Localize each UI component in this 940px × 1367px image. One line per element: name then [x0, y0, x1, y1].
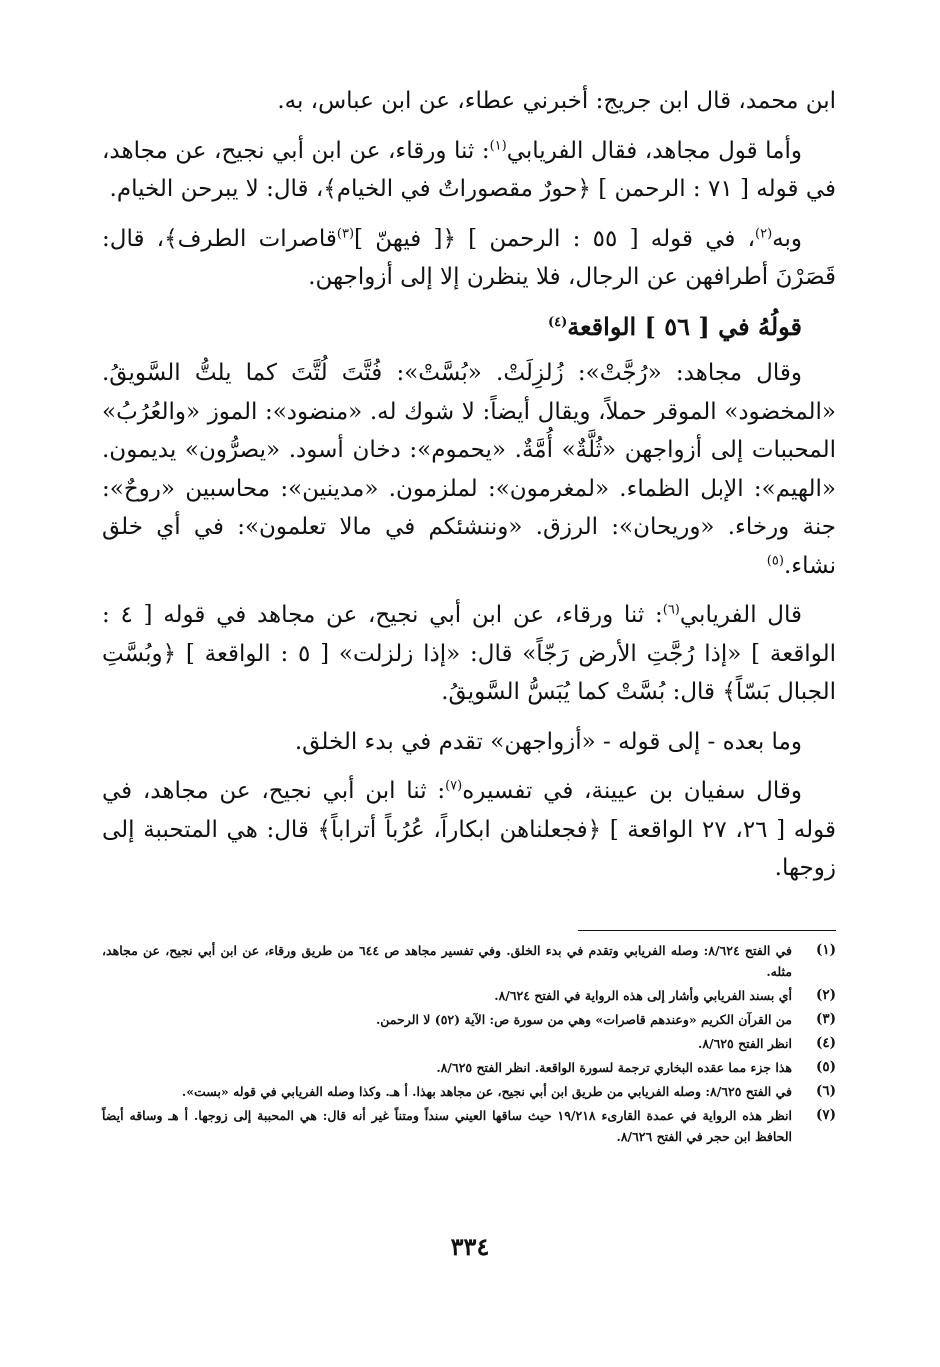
footnote-number: (٦): [815, 1083, 836, 1099]
footnote-marker[interactable]: (٦): [662, 602, 680, 618]
paragraph: [102, 596, 836, 712]
paragraph-text: وقال سفيان بن عيينة، في تفسيره: [462, 778, 802, 804]
footnote-divider: [578, 930, 836, 931]
footnote: [102, 1033, 836, 1054]
section-heading: [102, 308, 836, 347]
heading-text: قولُهُ في [ ٥٦ ] الواقعة: [567, 311, 802, 341]
footnote-marker[interactable]: (٥): [766, 552, 784, 568]
footnote-text: في الفتح ٨/٦٢٥: وصله الفريابي من طريق ابن أبي نجيح، عن مجاهد بهذا. أ هـ. وكذا وصله الفريابي في قوله «بست».: [181, 1084, 792, 1099]
paragraph-text: وبه: [772, 225, 802, 252]
footnote-marker[interactable]: (٤): [547, 314, 568, 330]
paragraph-text: وقال مجاهد: «رُجَّتْ»: زُلزِلَتْ. «بُسَّتْ»: فُتَّتَ لُتَّتَ كما يلتُّ السَّويقُ. «المخضود» الموقر حملاً، ويقال أيضاً: لا شوك له. «منضود»: الموز «والعُرُبُ» المحببات إلى أزواجهن «ثُلَّةٌ» أُمَّةٌ. «يحموم»: دخان أسود. «يصرُّون» يديمون. «الهيم»: الإبل الظماء. «لمغرمون»: لملزمون. «مدينين»: محاسبين «روحٌ»: جنة ورخاء. «وريحان»: الرزق. «وننشئكم في مالا تعلمون»: في أي خلق نشاء.: [102, 360, 836, 579]
footnote: [102, 1009, 836, 1030]
paragraph-text: وما بعده - إلى قوله - «أزواجهن» تقدم في بدء الخلق.: [294, 728, 802, 755]
footnote-text: في الفتح ٨/٦٢٤: وصله الفريابي وتقدم في بدء الخلق. وفي تفسير مجاهد ص ٦٤٤ من طريق ورقاء، عن ابن أبي نجيح، عن مجاهد، مثله.: [102, 943, 792, 979]
paragraph-text: : ثنا ورقاء، عن ابن أبي نجيح، عن مجاهد في قوله [ ٤ : الواقعة ] «إذا رُجَّتِ الأرض رَجّاً» قال: «إذا زلزلت» [ ٥ : الواقعة ] ﴿وبُسَّتِ الجبال بَسّاً﴾ قال: بُسَّتْ كما يُبَسُّ السَّويقُ.: [102, 602, 836, 705]
main-text: [102, 82, 836, 899]
paragraph-text: : ثنا ابن أبي نجيح، عن مجاهد، في قوله [ ٢٦، ٢٧ الواقعة ] ﴿فجعلناهن ابكاراً، عُرُباً أتراباً﴾ قال: هي المتحببة إلى زوجها.: [102, 778, 837, 881]
paragraph-text: ، في قوله [ ٥٥ : الرحمن ] ﴿[ فيهنّ ]: [354, 225, 756, 252]
paragraph-text: : ثنا ورقاء، عن ابن أبي نجيح، عن مجاهد، في قوله [ ٧١ : الرحمن ] ﴿حورٌ مقصوراتٌ في الخيام﴾، قال: لا يبرحن الخيام.: [102, 137, 836, 202]
paragraph: [102, 354, 836, 585]
footnote-number: (٤): [815, 1035, 836, 1051]
paragraph: [102, 132, 836, 209]
footnote-text: أي بسند الفريابي وأشار إلى هذه الرواية في الفتح ٨/٦٢٤.: [494, 988, 792, 1003]
paragraph-text: قال الفريابي: [679, 602, 802, 628]
footnote-marker[interactable]: (٣): [336, 225, 355, 241]
footnote-marker[interactable]: (٢): [755, 225, 773, 241]
footnote-marker[interactable]: (١): [489, 137, 507, 153]
footnote: [102, 1105, 836, 1147]
footnote-number: (٣): [815, 1011, 836, 1027]
paragraph: [102, 723, 836, 762]
footnote-number: (٢): [815, 987, 836, 1003]
footnote-text: انظر الفتح ٨/٦٢٥.: [697, 1036, 792, 1051]
footnote-text: هذا جزء مما عقده البخاري ترجمة لسورة الواقعة. انظر الفتح ٨/٦٢٥.: [436, 1060, 792, 1075]
paragraph: [102, 82, 836, 121]
footnote-number: (٧): [815, 1107, 836, 1123]
footnote-text: انظر هذه الرواية في عمدة القارىء ١٩/٢١٨ حيث ساقها العيني سنداً ومتناً غير أنه قال: هي المحببة إلى زوجها. أ هـ وساقه أيضاً الحافظ ابن حجر في الفتح ٨/٦٢٦.: [102, 1108, 792, 1144]
footnote-marker[interactable]: (٧): [445, 778, 463, 794]
paragraph: [102, 772, 836, 888]
paragraph-text: ابن محمد، قال ابن جريج: أخبرني عطاء، عن ابن عباس، به.: [277, 88, 836, 114]
footnote: [102, 985, 836, 1006]
footnote-number: (١): [815, 942, 836, 958]
footnote: [102, 1081, 836, 1102]
footnote: [102, 940, 836, 982]
paragraph-text: قاصرات الطرف﴾، قال: قَصَرْنَ أطرافهن عن الرجال، فلا ينظرن إلا إلى أزواجهن.: [102, 225, 836, 290]
footnote-text: من القرآن الكريم «وعندهم قاصرات» وهي من سورة ص: الآية (٥٢) لا الرحمن.: [375, 1012, 792, 1027]
page-number: ٣٣٤: [450, 1232, 490, 1261]
footnotes: [102, 940, 836, 1150]
footnote-number: (٥): [815, 1059, 836, 1075]
footnote: [102, 1057, 836, 1078]
paragraph-text: وأما قول مجاهد، فقال الفريابي: [506, 137, 802, 164]
paragraph: [102, 220, 836, 297]
